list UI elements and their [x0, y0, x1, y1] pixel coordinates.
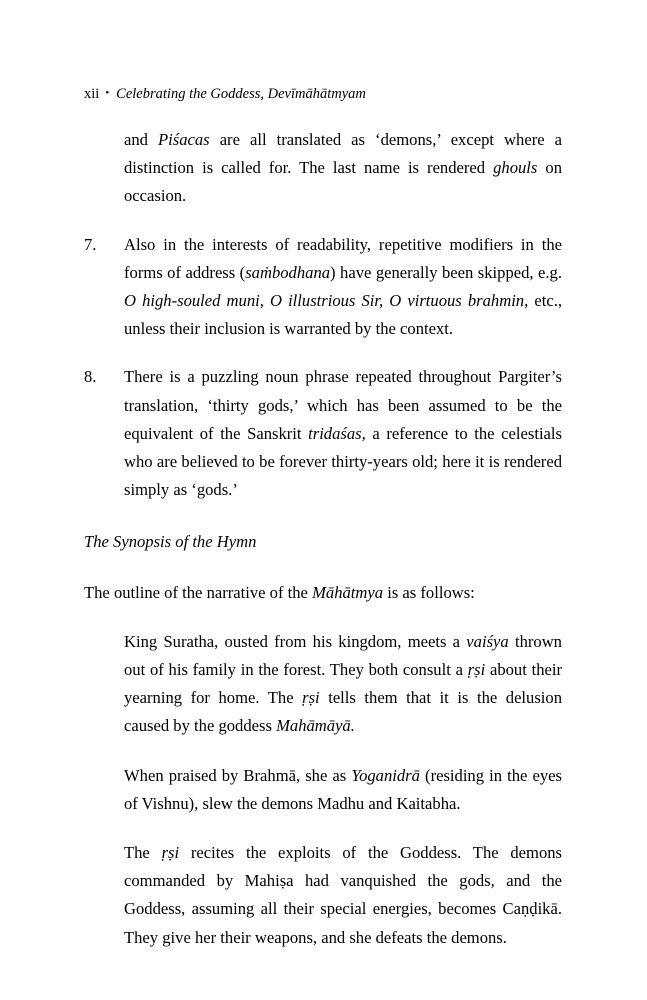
- text-run: recites the exploits of the Goddess. The demons commanded by Mahiṣa had vanquished the gods, and the Goddess, assuming all their special energies, becomes Caṇḍikā. They give her their weapons, and she defeats the demons.: [124, 843, 563, 947]
- section-heading: The Synopsis of the Hymn: [84, 532, 257, 552]
- italic-run: Māhātmya: [312, 582, 384, 602]
- text-column: [84, 126, 562, 952]
- numbered-list-item-8: [84, 363, 562, 504]
- list-item-text: [124, 363, 562, 504]
- text-run: etc., unless their inclusion is warranted by the context.: [124, 291, 562, 339]
- continuation-paragraph: [124, 126, 562, 211]
- lead-paragraph: [84, 579, 562, 607]
- italic-run: Piśacas: [158, 130, 210, 149]
- running-head-book-title: Celebrating the Goddess, Devīmāhātmyam: [116, 86, 366, 102]
- list-marker: 7.: [84, 234, 97, 254]
- italic-run: ghouls: [493, 158, 538, 178]
- synopsis-paragraph-3: [124, 839, 562, 952]
- italic-run: ṛṣi: [161, 843, 180, 863]
- running-head: [84, 84, 562, 104]
- page-folio-number: xii: [84, 86, 100, 102]
- list-marker: 8.: [84, 367, 97, 387]
- italic-run: vaiśya: [466, 631, 509, 651]
- italic-run: ṛṣi: [302, 688, 320, 708]
- italic-run: Mahāmāyā.: [276, 716, 355, 736]
- text-run: is as follows:: [383, 582, 475, 602]
- text-run: The: [124, 843, 162, 863]
- text-run: on occasion.: [124, 158, 562, 206]
- text-run: thrown out of his family in the forest. They both consult a: [124, 631, 562, 680]
- italic-run: saṁbodhana: [245, 262, 331, 282]
- synopsis-paragraph-1: [124, 628, 562, 741]
- text-run: The outline of the narrative of the: [84, 582, 313, 602]
- text-run: a reference to the celestials who are believed to be forever thirty-years old; here it is rendered simply as ‘gods.’: [124, 423, 562, 500]
- text-run: Also in the interests of readability, repetitive modifiers in the forms of address (: [124, 234, 562, 282]
- bullet-separator-icon: •: [105, 87, 110, 99]
- text-run: tells them that it is the delusion caused by the goddess: [124, 688, 563, 736]
- text-run: King Suratha, ousted from his kingdom, meets a: [124, 631, 467, 651]
- synopsis-paragraph-2: [124, 762, 562, 818]
- list-item-text: [124, 231, 562, 344]
- text-run: about their yearning for home. The: [124, 660, 562, 708]
- numbered-list-item-7: [84, 231, 562, 344]
- text-run: ) have generally been skipped, e.g.: [330, 262, 562, 282]
- text-run: and: [124, 130, 159, 149]
- italic-run: Yoganidrā: [351, 765, 420, 785]
- italic-run: ṛṣi: [467, 660, 486, 680]
- text-run: are all translated as ‘demons,’ except where a distinction is called for. The last name is rendered: [124, 130, 562, 178]
- text-run: There is a puzzling noun phrase repeated throughout Pargiter’s translation, ‘thirty gods,’ which has been assumed to be the equivalent of the Sanskrit: [124, 367, 562, 443]
- text-run: (residing in the eyes of Vishnu), slew the demons Madhu and Kaitabha.: [124, 765, 562, 813]
- text-run: When praised by Brahmā, she as: [124, 765, 352, 785]
- italic-run: O high-souled muni, O illustrious Sir, O virtuous brahmin,: [124, 291, 529, 311]
- italic-run: tridaśas,: [308, 423, 366, 443]
